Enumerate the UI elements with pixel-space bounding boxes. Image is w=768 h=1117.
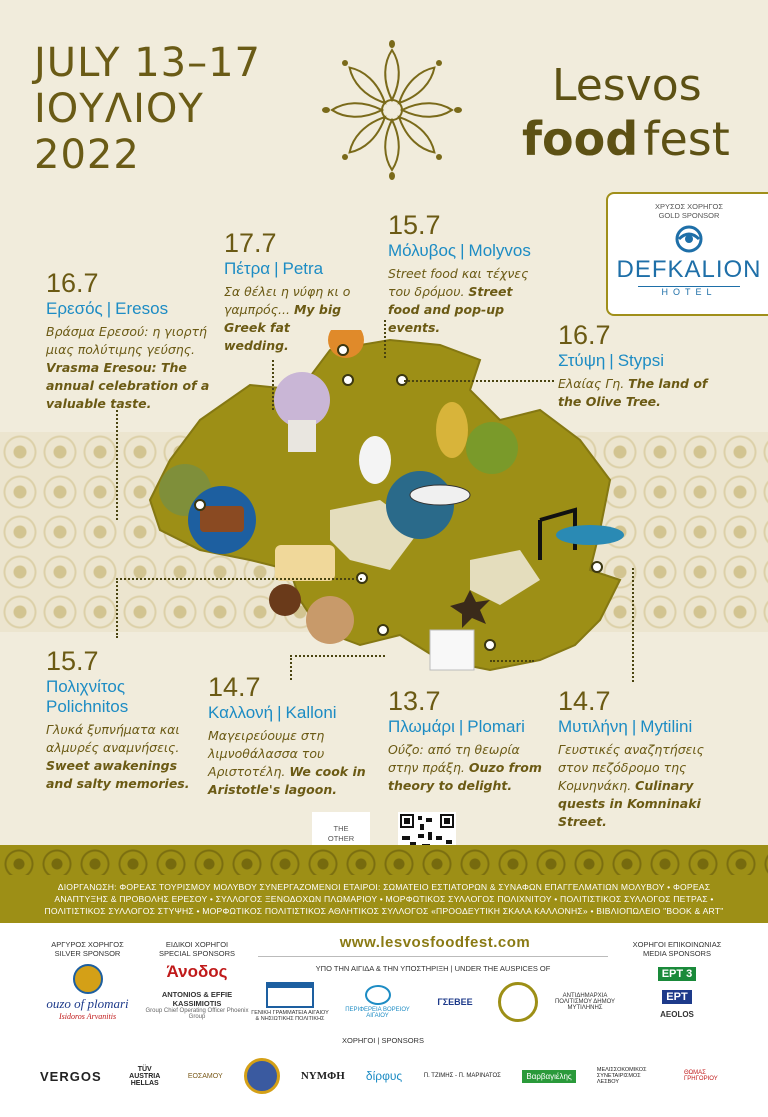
- sponsor-nymfi: ΝΥΜΦΗ: [300, 1070, 345, 1082]
- text-gr: Γλυκά ξυπνήματα και αλμυρές αναμνήσεις.: [46, 722, 180, 755]
- connector-eresos: [116, 410, 118, 520]
- event-text: [208, 727, 368, 799]
- auspices-logo-4: [550, 993, 620, 1011]
- ert3-logo: [622, 962, 732, 981]
- map-dot-molyvos: [343, 375, 353, 385]
- event-date: 17.7: [224, 228, 277, 258]
- aeolos-logo: AEOLOS: [660, 1010, 694, 1019]
- sponsor-logos-row: [40, 1048, 740, 1104]
- text-gr: Ούζο: από τη θεωρία στην πράξη.: [388, 742, 520, 775]
- title-food-fest: [522, 112, 730, 166]
- ert-text: ΕΡΤ: [662, 990, 691, 1004]
- silver-sub: Isidoros Arvanitis: [58, 1012, 117, 1021]
- map-dot-plomari: [485, 640, 495, 650]
- table-mytilini: [556, 525, 624, 545]
- event-mytilini: [558, 686, 733, 831]
- title-fest: fest: [643, 112, 730, 166]
- gold-sponsor-label-en: GOLD SPONSOR: [658, 211, 720, 220]
- event-eresos: [46, 268, 236, 413]
- ert3-text: ΕΡΤ 3: [658, 967, 697, 981]
- sponsor-melissokomikos: ΜΕΛΙΣΣΟΚΟΜΙΚΟΣ ΣΥΝΕΤΑΙΡΙΣΜΟΣ ΛΕΣΒΟΥ: [596, 1067, 647, 1085]
- text-gr: Ελαίας Γη.: [558, 376, 625, 391]
- organizers-band: [0, 875, 768, 923]
- auspices-logos: [250, 980, 620, 1024]
- connector-molyvos: [384, 320, 386, 358]
- text-gr: Street food και τέχνες του δρόμου.: [388, 266, 529, 299]
- auspices-seal-icon: [498, 982, 538, 1022]
- cheese-polichnitos: [275, 545, 335, 581]
- coffee-cup: [306, 596, 354, 644]
- place-gr: Πλωμάρι: [388, 717, 455, 736]
- text-en: The land of the Olive Tree.: [558, 376, 708, 409]
- map-dot-kalloni: [378, 625, 388, 635]
- media-label-gr: ΧΟΡΗΓΟΙ ΕΠΙΚΟΙΝΩΝΙΑΣ: [632, 940, 722, 949]
- event-date: 16.7: [46, 268, 99, 298]
- place-en: Mytilini: [640, 717, 693, 736]
- place-gr: Στύψη: [558, 351, 606, 370]
- event-place: Πλωμάρι | Plomari: [388, 717, 525, 736]
- media-label-en: MEDIA SPONSORS: [643, 949, 711, 958]
- map-dot-mytilini: [592, 562, 602, 572]
- place-en: Plomari: [467, 717, 525, 736]
- connector-stypsi: [404, 380, 554, 382]
- ouzo-glasses: [430, 630, 474, 670]
- event-polichnitos: [46, 646, 196, 793]
- event-place: [46, 677, 196, 717]
- event-place: Μυτιλήνη | Mytilini: [558, 717, 693, 736]
- sponsor-varvagiannis: Βαρβαγιέλης: [522, 1070, 575, 1083]
- place-gr: Πολιχνίτος: [46, 677, 126, 696]
- text-en: Ouzo from theory to delight.: [388, 760, 542, 793]
- silver-sponsor: [40, 940, 135, 1021]
- connector-polichnitos: [116, 578, 362, 580]
- text-gr: Σα θέλει η νύφη κι ο γαμπρός...: [224, 284, 351, 317]
- date-gr: ΙΟΥΛΙΟΥ: [34, 86, 204, 132]
- building-icon: [266, 982, 314, 1008]
- text-en: My big Greek fat wedding.: [224, 302, 342, 353]
- text-gr: Γευστικές αναζητήσεις στον πεζόδρομο της Κομνηνάκη.: [558, 742, 704, 793]
- map-dot-eresos: [195, 500, 205, 510]
- gold-sponsor-sub: HOTEL: [638, 286, 740, 297]
- sponsor-eosamou: ΕΟΣΑΜΟΥ: [187, 1072, 223, 1080]
- media-sponsors: [622, 940, 732, 1019]
- sponsors-label: ΧΟΡΗΓΟΙ | SPONSORS: [342, 1036, 424, 1045]
- event-place: Πέτρα | Petra: [224, 259, 324, 278]
- event-plomari: [388, 686, 548, 795]
- sponsor-seal-icon: [244, 1058, 280, 1094]
- gold-sponsor-label-gr: ΧΡΥΣΟΣ ΧΟΡΗΓΟΣ: [654, 202, 724, 211]
- connector-polichnitos-v: [116, 578, 118, 638]
- text-en: Vrasma Eresou: The annual celebration of a valuable taste.: [46, 360, 210, 411]
- ert-logo: [622, 985, 732, 1004]
- title-lesvos: Lesvos: [552, 60, 702, 111]
- divider-line: [258, 956, 608, 957]
- auspices-logo-1-text: ΓΕΝΙΚΗ ΓΡΑΜΜΑΤΕΙΑ ΑΙΓΑΙΟΥ & ΝΗΣΙΩΤΙΚΗΣ ΠΟΛΙΤΙΚΗΣ: [251, 1010, 329, 1022]
- place-en: Kalloni: [285, 703, 337, 722]
- place-gr: Πέτρα: [224, 259, 271, 278]
- silver-name: ouzo of plomari: [46, 996, 129, 1011]
- event-date: 14.7: [208, 672, 261, 702]
- event-text: [558, 375, 718, 411]
- auspices-label: ΥΠΟ ΤΗΝ ΑΙΓΙΔΑ & ΤΗΝ ΥΠΟΣΤΗΡΙΞΗ | UNDER THE AUSPICES OF: [315, 964, 551, 973]
- sponsor-vergos: VERGOS: [40, 1068, 102, 1084]
- place-gr: Ερεσός: [46, 299, 103, 318]
- event-text: [558, 741, 733, 831]
- event-date: 13.7: [388, 686, 441, 716]
- event-date: 14.7: [558, 686, 611, 716]
- event-text: [46, 323, 236, 413]
- place-en: Stypsi: [617, 351, 664, 370]
- other-aegean-line1: THE: [333, 824, 349, 833]
- gold-sponsor-box: [606, 192, 768, 316]
- event-petra: [224, 228, 354, 355]
- auspices-logo-3: [425, 997, 485, 1007]
- event-date: 15.7: [46, 646, 99, 676]
- silver-label-en: SILVER SPONSOR: [54, 949, 121, 958]
- flower-emblem-icon: [322, 40, 462, 180]
- event-text: [388, 741, 548, 795]
- fish-illustration: [410, 485, 470, 505]
- text-en: Culinary quests in Komninaki Street.: [558, 778, 701, 829]
- place-en: Polichnitos: [46, 697, 129, 716]
- event-text: [388, 265, 548, 337]
- other-aegean-line2: OTHER: [327, 834, 355, 843]
- auspices-logo-2-text: ΠΕΡΙΦΕΡΕΙΑ ΒΟΡΕΙΟΥ ΑΙΓΑΙΟΥ: [345, 1007, 410, 1019]
- special-label-en: SPECIAL SPONSORS: [159, 949, 235, 958]
- event-place: Ερεσός | Eresos: [46, 299, 169, 318]
- sponsor-grigoriou: ΘΩΜΑΣ ΓΡΗΓΟΡΙΟΥ: [683, 1070, 718, 1082]
- place-en: Petra: [282, 259, 324, 278]
- oil-bottle-stypsi: [436, 402, 468, 458]
- sponsor-tzimis: Π. ΤΖΙΜΗΣ - Π. ΜΑΡΙΝΑΤΟΣ: [423, 1073, 501, 1079]
- auspices-logo-3-text: ΓΣΕΒΕΕ: [437, 997, 473, 1007]
- text-gr: Βράσμα Ερεσού: η γιορτή μιας πολύτιμης γεύσης.: [46, 324, 207, 357]
- organizers-text: ΔΙΟΡΓΑΝΩΣΗ: ΦΟΡΕΑΣ ΤΟΥΡΙΣΜΟΥ ΜΟΛΥΒΟΥ ΣΥΝΕΡΓΑΖΟΜΕΝΟΙ ΕΤΑΙΡΟΙ: ΣΩΜΑΤΕΙΟ ΕΣΤΙΑΤΟΡΩΝ & ΣΥΝΑΦΩΝ ΕΠΑΓΓΕΛΜΑΤΙΩΝ ΜΟΛΥΒΟΥ • ΦΟΡΕΑΣ ΑΝΑΠΤΥΞΗΣ & ΠΡΟΒΟΛΗΣ ΕΡΕΣΟΥ • ΣΥΛΛΟΓΟΣ ΞΕΝΟΔΟΧΩΝ ΠΛΩΜΑΡΙΟΥ • ΜΟΡΦΩΤΙΚΟΣ ΣΥΛΛΟΓΟΣ ΠΟΛΙΧΝΙΤΟΥ • ΠΟΛΙΤΙΣΤΙΚΟΣ ΣΥΛΛΟΓΟΣ ΠΕΤΡΑΣ • ΠΟΛΙΤΙΣΤΙΚΟΣ ΣΥΛΛΟΓΟΣ ΣΤΥΨΗΣ • ΜΟΡΦΩΤΙΚΟΣ ΠΟΛΙΤΙΣΤΙΚΟΣ ΑΘΛΗΤΙΚΟΣ ΣΥΛΛΟΓΟΣ «ΠΡΟΟΔΕΥΤΙΚΗ ΣΚΑΛΑ ΚΑΛΛΟΝΗΣ» • ΒΙΒΛΙΟΠΩΛΕΙΟ "BOOK & ART": [44, 882, 724, 916]
- region-icon: [365, 985, 391, 1005]
- defkalion-logo-icon: [669, 224, 709, 254]
- olive-pattern-band: [0, 845, 768, 875]
- place-gr: Μόλυβος: [388, 241, 457, 260]
- connector-plomari: [490, 660, 534, 662]
- salt-scoop: [359, 436, 391, 484]
- event-date: 15.7: [388, 210, 441, 240]
- auspices-logo-4-text: ΑΝΤΙΔΗΜΑΡΧΙΑ ΠΟΛΙΤΙΣΜΟΥ ΔΗΜΟΥ ΜΥΤΙΛΗΝΗΣ: [554, 993, 616, 1011]
- event-place: Στύψη | Stypsi: [558, 351, 664, 370]
- connector-petra: [272, 360, 274, 410]
- special-person: ANTONIOS & EFFIE KASSIMIOTIS: [161, 990, 233, 1008]
- event-text: [46, 721, 196, 793]
- event-place: Μόλυβος | Molyvos: [388, 241, 531, 260]
- date-year: 2022: [34, 132, 140, 178]
- date-en: JULY 13–17: [34, 40, 261, 86]
- event-date: 16.7: [558, 320, 611, 350]
- silver-label-gr: ΑΡΓΥΡΟΣ ΧΟΡΗΓΟΣ: [51, 940, 124, 949]
- title-food: food: [522, 112, 639, 166]
- olives-stypsi: [466, 422, 518, 474]
- place-gr: Μυτιλήνη: [558, 717, 628, 736]
- place-en: Eresos: [115, 299, 169, 318]
- event-stypsi: [558, 320, 718, 411]
- anodos-logo: Άνοδος: [166, 962, 228, 981]
- special-label-gr: ΕΙΔΙΚΟΙ ΧΟΡΗΓΟΙ: [165, 940, 229, 949]
- flowers-petra: [274, 372, 330, 428]
- event-text: [224, 283, 354, 355]
- special-sponsors: [142, 940, 252, 1020]
- place-gr: Καλλονή: [208, 703, 274, 722]
- auspices-logo-2: [343, 985, 413, 1019]
- text-en: Sweet awakenings and salty memories.: [46, 758, 190, 791]
- text-gr: Μαγειρεύουμε στη λιμνοθάλασσα του Αριστοτέλη.: [208, 728, 325, 779]
- special-role: Group Chief Operating Officer Phoenix Group: [145, 1008, 249, 1020]
- sponsor-dirfys: δίρφυς: [365, 1069, 403, 1083]
- auspices-logo-1: [250, 982, 330, 1022]
- website[interactable]: www.lesvosfoodfest.com: [339, 934, 531, 951]
- place-en: Molyvos: [468, 241, 531, 260]
- connector-kalloni: [290, 655, 385, 657]
- connector-mytilini: [632, 568, 634, 682]
- text-en: We cook in Aristotle's lagoon.: [208, 764, 366, 797]
- event-molyvos: [388, 210, 548, 337]
- event-kalloni: [208, 672, 368, 799]
- silver-logo-icon: [73, 964, 103, 994]
- event-place: Καλλονή | Kalloni: [208, 703, 337, 722]
- gold-sponsor-name: DEFKALION: [616, 256, 762, 283]
- text-en: Street food and pop-up events.: [388, 284, 513, 335]
- sponsor-tuv: TÜV AUSTRIA HELLAS: [129, 1065, 161, 1087]
